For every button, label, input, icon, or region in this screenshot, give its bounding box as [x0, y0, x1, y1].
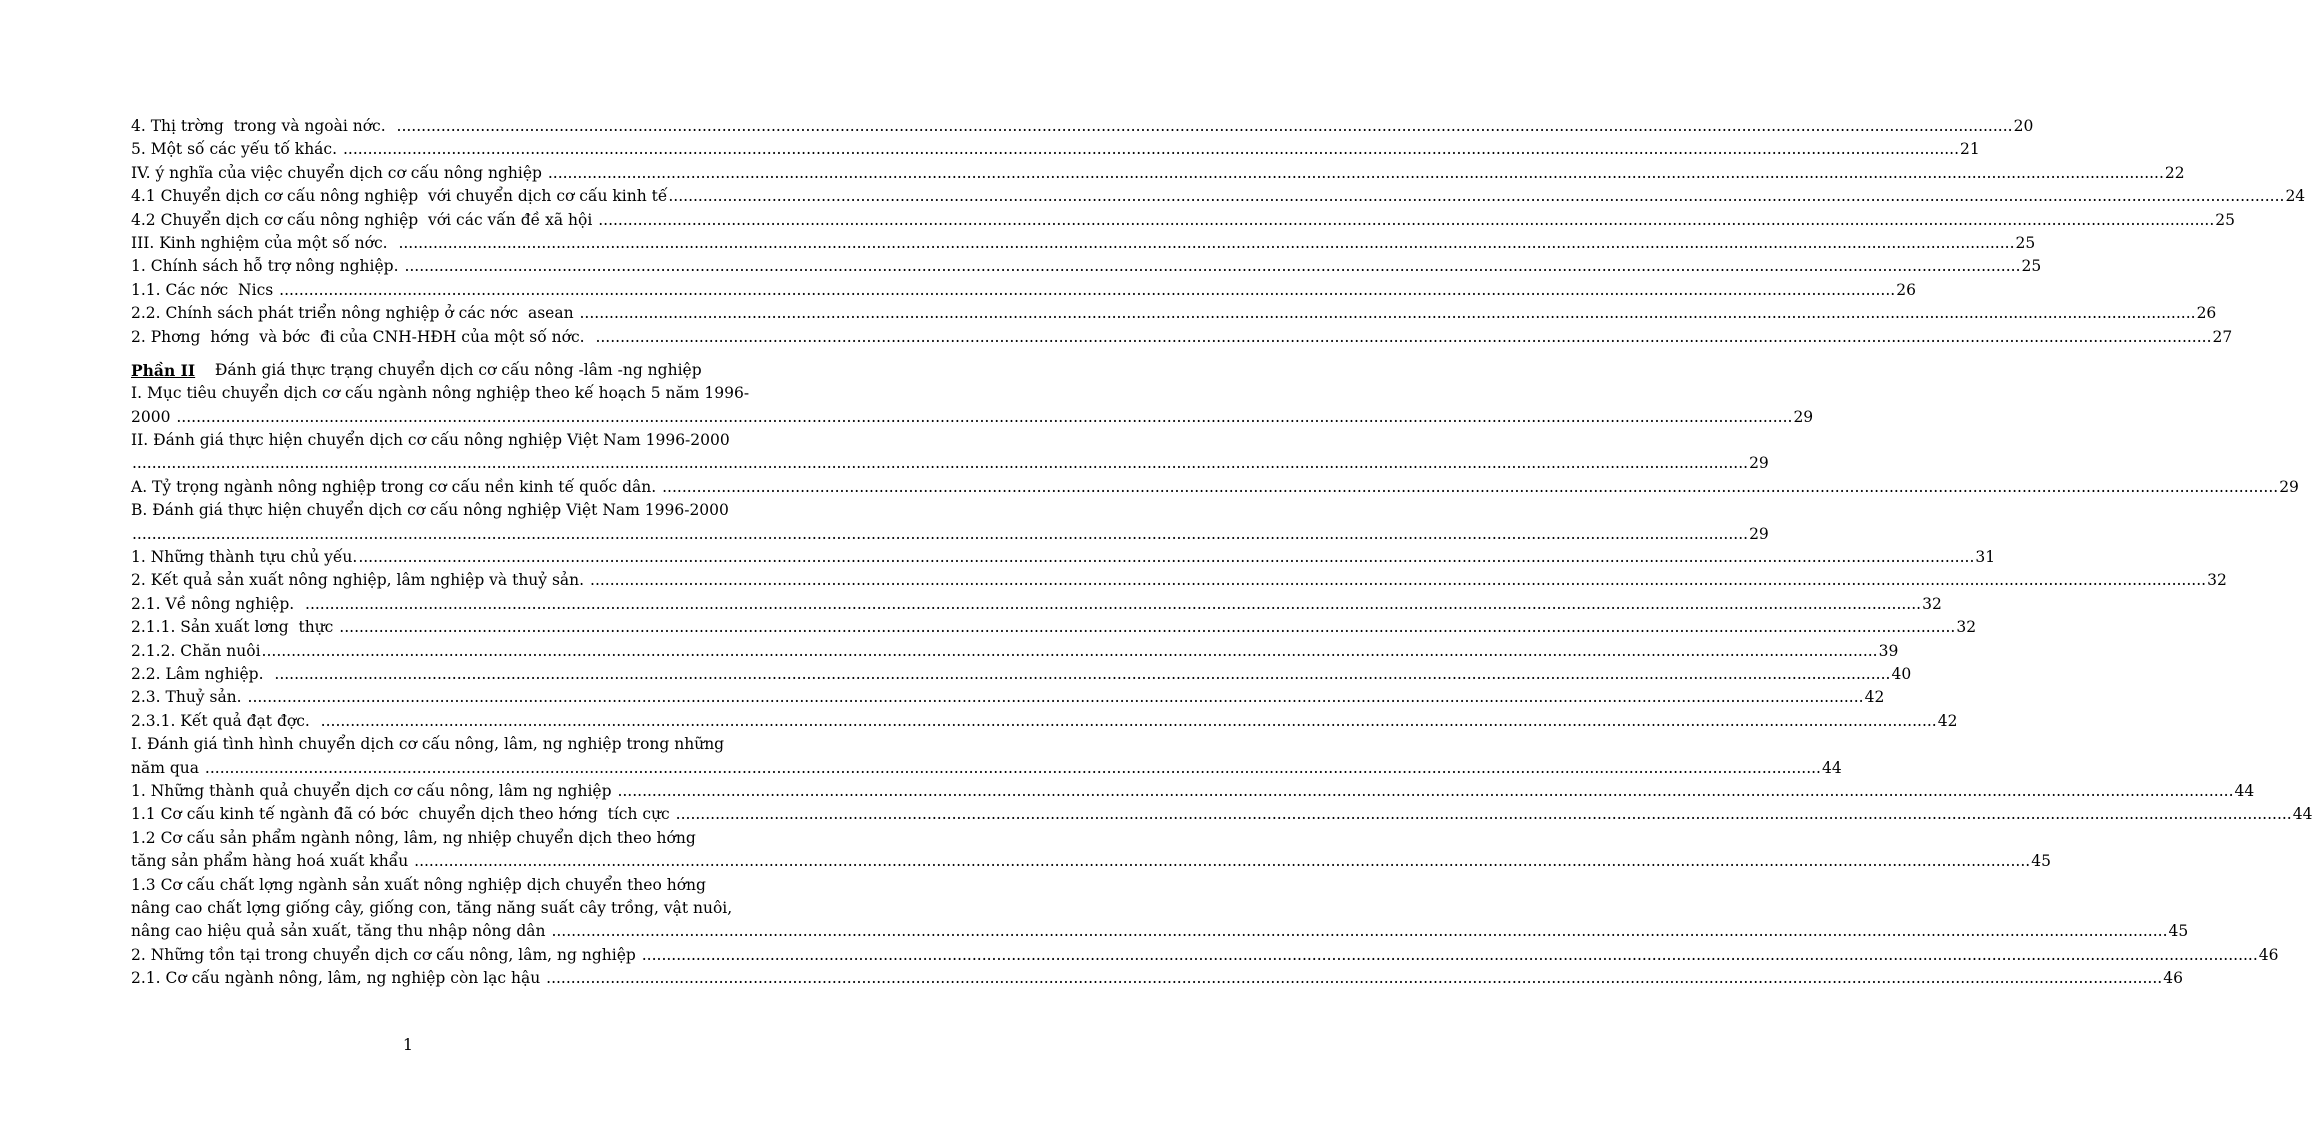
toc-entry-wrapped-line: 1.2 Cơ cấu sản phẩm ngành nông, lâm, ng nhiệp chuyển dịch theo hớng: [131, 828, 696, 847]
toc-entry: [131, 546, 1996, 569]
toc-entry: [131, 185, 2306, 208]
toc-entry: [131, 967, 2183, 990]
toc-entry-title: 2.3. Thuỷ sản.: [131, 688, 247, 707]
toc-entry-title: III. Kinh nghiệm của một số nớc.: [131, 233, 398, 252]
toc-entry: [131, 115, 2034, 138]
toc-entry-page: 29: [1749, 454, 1769, 473]
toc-entry-title: 2.1. Về nông nghiệp.: [131, 594, 305, 613]
toc-entry: [131, 803, 2312, 826]
toc-entry: [131, 302, 2217, 325]
toc-entry-page: 32: [1956, 618, 1977, 637]
toc-entry-page: 39: [1878, 641, 1899, 660]
toc-entry-page: 22: [2164, 163, 2185, 182]
toc-entry-title: 1.1. Các nớc Nics: [131, 280, 279, 299]
toc-entry-title: 2.1.2. Chăn nuôi: [131, 641, 261, 660]
toc-entry: [131, 850, 2051, 873]
toc-entry-title: 2.3.1. Kết quả đạt đợc.: [131, 711, 320, 730]
toc-entry: [131, 663, 1912, 686]
toc-entry: [131, 944, 2279, 967]
toc-entry: [131, 406, 1814, 429]
toc-entry-page: 44: [2234, 781, 2255, 800]
toc-entry: [131, 452, 1769, 475]
toc-entry: [131, 686, 1885, 709]
toc-entry-title: 1. Những thành quả chuyển dịch cơ cấu nông, lâm ng nghiệp: [131, 781, 617, 800]
toc-entry-title: 2. Những tồn tại trong chuyển dịch cơ cấu nông, lâm, ng nghiệp: [131, 945, 641, 964]
toc-entry-page: 24: [2285, 187, 2306, 206]
toc-entry-page: 29: [1793, 407, 1814, 426]
toc-entry-page: 45: [2168, 922, 2189, 941]
toc-entry-page: 29: [2279, 477, 2299, 496]
toc-entry: [131, 326, 2233, 349]
toc-entry-title: 5. Một số các yếu tố khác.: [131, 140, 342, 159]
toc-entry-page: 26: [2196, 304, 2217, 323]
toc-entry-page: 25: [2215, 210, 2236, 229]
toc-entry: [131, 138, 1980, 161]
toc-entry: [131, 162, 2185, 185]
part-heading: [131, 359, 731, 382]
part-title: Đánh giá thực trạng chuyển dịch cơ cấu nông -lâm -ng nghiệp: [195, 360, 702, 379]
toc-entry-title: năm qua: [131, 758, 204, 777]
toc-entry: [131, 569, 2227, 592]
toc-entry-wrapped-line: 1.3 Cơ cấu chất lợng ngành sản xuất nông nghiệp dịch chuyển theo hớng: [131, 875, 706, 894]
toc-entry-page: 42: [1937, 711, 1958, 730]
toc-entry: [131, 710, 1958, 733]
toc-entry-page: 46: [2258, 945, 2279, 964]
toc-entry-wrapped-line: nâng cao chất lợng giống cây, giống con, tăng năng suất cây trồng, vật nuôi,: [131, 898, 733, 917]
toc-entry-title: 4.2 Chuyển dịch cơ cấu nông nghiệp với các vấn đề xã hội: [131, 210, 598, 229]
toc-entry: [131, 616, 1977, 639]
toc-entry-title: 4. Thị trờng trong và ngoài nớc.: [131, 117, 396, 135]
toc-entry-page: 25: [2021, 257, 2042, 276]
toc-entry-page: 31: [1975, 548, 1996, 567]
toc-entry-page: 25: [2015, 233, 2036, 252]
toc-entry: [131, 757, 1842, 780]
toc-entry-page: 29: [1749, 524, 1769, 543]
toc-entry: [131, 523, 1769, 546]
toc-entry-title: 2.1. Cơ cấu ngành nông, lâm, ng nghiệp còn lạc hậu: [131, 969, 546, 988]
toc-entry-wrapped-line: B. Đánh giá thực hiện chuyển dịch cơ cấu nông nghiệp Việt Nam 1996-2000: [131, 501, 729, 520]
toc-entry: [131, 279, 1916, 302]
toc-entry-title: 2.1.1. Sản xuất lơng thực: [131, 618, 339, 637]
toc-entry-page: 42: [1864, 688, 1885, 707]
toc-entry-page: 26: [1896, 280, 1916, 299]
toc-entry-wrapped-line: I. Đánh giá tình hình chuyển dịch cơ cấu nông, lâm, ng nghiệp trong những: [131, 735, 725, 754]
toc-entry: [131, 920, 2189, 943]
toc-entry-page: 32: [2207, 571, 2227, 590]
toc-entry-page: 44: [2292, 805, 2312, 824]
toc-entry-page: 32: [1922, 594, 1942, 613]
toc-entry-title: 2000: [131, 407, 176, 426]
toc-entry-title: 4.1 Chuyển dịch cơ cấu nông nghiệp với chuyển dịch cơ cấu kinh tế: [131, 187, 668, 206]
toc-entry-title: 2. Phơng hớng và bớc đi của CNH-HĐH của một số nớc.: [131, 327, 595, 346]
toc-entry-title: 1. Chính sách hỗ trợ nông nghiệp.: [131, 257, 404, 276]
toc-entry-wrapped-line: I. Mục tiêu chuyển dịch cơ cấu ngành nông nghiệp theo kế hoạch 5 năm 1996-: [131, 384, 750, 403]
toc-entry-title: 2.2. Chính sách phát triển nông nghiệp ở các nớc asean: [131, 304, 579, 323]
toc-entry-page: 20: [2013, 117, 2034, 135]
toc-entry: [131, 780, 2255, 803]
toc-entry-title: A. Tỷ trọng ngành nông nghiệp trong cơ cấu nền kinh tế quốc dân.: [131, 477, 662, 496]
toc-entry-title: 2.2. Lâm nghiệp.: [131, 664, 274, 683]
toc-entry-page: 40: [1891, 664, 1912, 683]
table-of-contents: [131, 115, 2312, 990]
toc-entry-wrapped-line: II. Đánh giá thực hiện chuyển dịch cơ cấu nông nghiệp Việt Nam 1996-2000: [131, 431, 730, 450]
toc-entry-title: 2. Kết quả sản xuất nông nghiệp, lâm nghiệp và thuỷ sản.: [131, 571, 590, 590]
page-number: 1: [402, 1035, 414, 1054]
toc-entry: [131, 209, 2236, 232]
toc-entry-page: 45: [2031, 852, 2051, 871]
toc-entry-page: 44: [1821, 758, 1842, 777]
toc-entry-title: 1. Những thành tựu chủ yếu.: [131, 548, 358, 567]
part-label: Phần II: [131, 360, 196, 380]
toc-entry-title: nâng cao hiệu quả sản xuất, tăng thu nhập nông dân: [131, 922, 551, 941]
toc-entry-page: 46: [2163, 969, 2183, 988]
toc-entry-page: 27: [2212, 327, 2233, 346]
toc-entry: [131, 232, 2036, 255]
toc-entry-title: IV. ý nghĩa của việc chuyển dịch cơ cấu nông nghiệp: [131, 163, 547, 182]
toc-entry-page: 21: [1960, 140, 1980, 159]
toc-entry: [131, 593, 1942, 616]
toc-entry: [131, 255, 2042, 278]
toc-entry-title: tăng sản phẩm hàng hoá xuất khẩu: [131, 852, 414, 871]
toc-entry-title: 1.1 Cơ cấu kinh tế ngành đã có bớc chuyển dịch theo hớng tích cực: [131, 805, 675, 824]
toc-entry: [131, 476, 2299, 499]
toc-entry: [131, 640, 1899, 663]
